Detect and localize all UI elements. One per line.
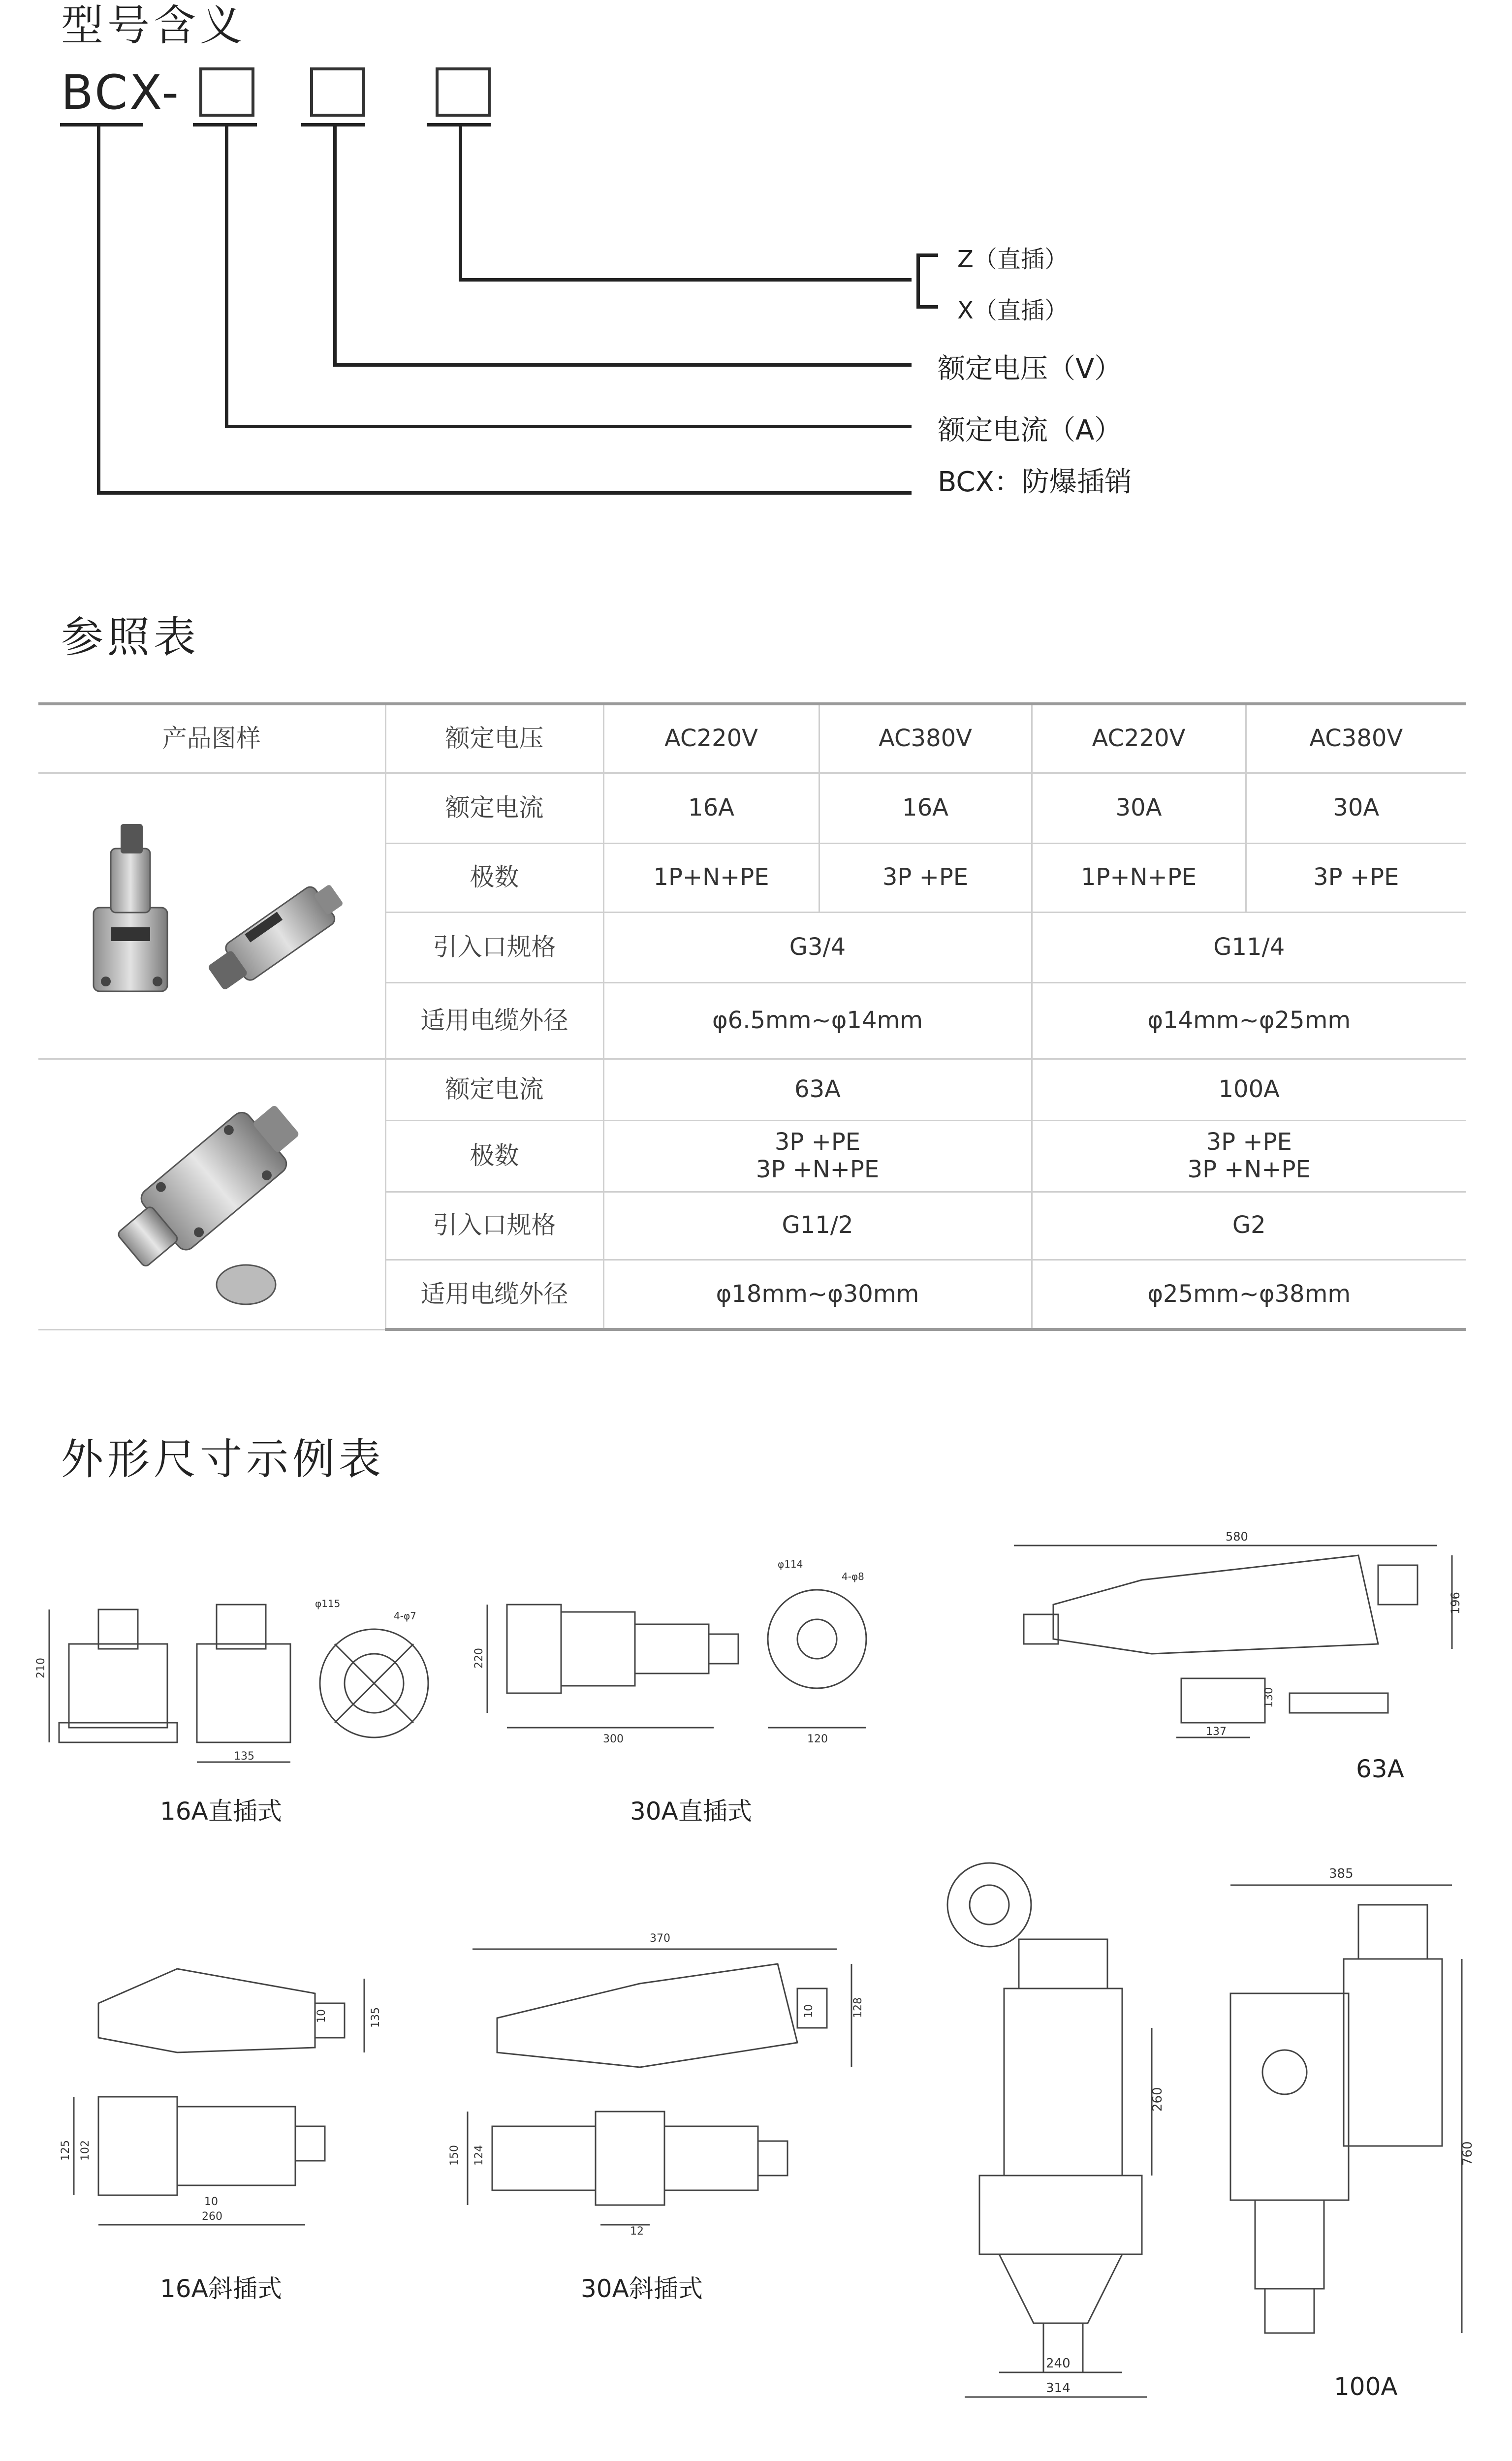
dim-a-h2: 4-φ7 xyxy=(394,1610,416,1622)
legend-current: 额定电流（A） xyxy=(938,414,1122,446)
inlet-g11-4: G11/4 xyxy=(1032,912,1466,982)
label-rated-current-1: 额定电流 xyxy=(385,773,603,843)
caption-16a-angled: 16A斜插式 xyxy=(160,2274,282,2303)
model-code-prefix: BCX- xyxy=(61,65,181,120)
leader-bcx-vertical xyxy=(97,123,100,495)
dim-f-w: 240 xyxy=(1046,2356,1071,2371)
header-voltage-3: AC220V xyxy=(1032,704,1246,773)
placeholder-box-current xyxy=(199,67,254,117)
dim-a-w: 135 xyxy=(234,1750,254,1763)
product-image-16a-30a xyxy=(38,773,385,1059)
dim-b-d: φ114 xyxy=(778,1558,803,1570)
current-16a-1: 16A xyxy=(603,773,819,843)
poles-100a-line2: 3P +N+PE xyxy=(1187,1155,1311,1183)
label-rated-current-2: 额定电流 xyxy=(385,1059,603,1120)
caption-16a-straight: 16A直插式 xyxy=(160,1797,282,1826)
label-inlet-1: 引入口规格 xyxy=(385,912,603,982)
inlet-g3-4: G3/4 xyxy=(603,912,1032,982)
label-cable-2: 适用电缆外径 xyxy=(385,1260,603,1329)
plug-illustration-1 xyxy=(64,789,359,1036)
dim-a-h: 210 xyxy=(35,1658,47,1678)
poles-3: 1P+N+PE xyxy=(1032,843,1246,912)
drawing-63a xyxy=(994,1526,1467,1742)
header-voltage-4: AC380V xyxy=(1246,704,1466,773)
drawing-30a-straight xyxy=(468,1550,881,1767)
dim-e-h: 128 xyxy=(852,1997,864,2018)
leader-voltage-horizontal xyxy=(333,363,912,367)
drawing-100a-front xyxy=(925,1851,1191,2412)
drawing-30a-angled xyxy=(443,1920,876,2244)
drawing-100a-side xyxy=(1211,1851,1486,2382)
caption-30a-angled: 30A斜插式 xyxy=(581,2274,703,2303)
legend-x: X（直插） xyxy=(957,297,1068,324)
caption-63a: 63A xyxy=(1356,1755,1404,1783)
label-poles-1: 极数 xyxy=(385,843,603,912)
dim-b-h2: 4-φ8 xyxy=(842,1571,864,1582)
placeholder-box-type xyxy=(436,67,491,117)
type-bracket-bottom xyxy=(916,305,938,309)
table-header-row xyxy=(38,704,1466,773)
dim-b-w2: 120 xyxy=(807,1733,828,1745)
leader-type-vertical xyxy=(459,123,462,282)
poles-100a-line1: 3P +PE xyxy=(1206,1128,1292,1156)
dim-e-h3: 124 xyxy=(473,2145,485,2166)
dim-c-h2: 130 xyxy=(1263,1687,1275,1708)
label-poles-2: 极数 xyxy=(385,1120,603,1192)
dim-a-d: φ115 xyxy=(315,1598,341,1609)
leader-type-horizontal xyxy=(459,278,912,282)
header-rated-voltage: 额定电压 xyxy=(385,704,603,773)
product-image-63a-100a xyxy=(38,1059,385,1329)
header-voltage-1: AC220V xyxy=(603,704,819,773)
poles-4: 3P +PE xyxy=(1246,843,1466,912)
dim-b-w: 300 xyxy=(603,1733,624,1745)
label-inlet-2: 引入口规格 xyxy=(385,1192,603,1260)
dim-f-h: 260 xyxy=(1150,2087,1165,2112)
legend-z: Z（直插） xyxy=(957,246,1068,273)
current-16a-2: 16A xyxy=(819,773,1032,843)
dim-e-a: 10 xyxy=(803,2004,815,2018)
dim-e-w2: 12 xyxy=(630,2225,644,2238)
placeholder-box-voltage xyxy=(310,67,365,117)
poles-63a-line1: 3P +PE xyxy=(774,1128,861,1156)
plug-illustration-2 xyxy=(89,1063,335,1319)
dim-e-h2: 150 xyxy=(448,2145,461,2166)
reference-table xyxy=(38,702,1466,1331)
table-row xyxy=(38,773,1466,843)
current-100a: 100A xyxy=(1032,1059,1466,1120)
inlet-g2: G2 xyxy=(1032,1192,1466,1260)
dim-d-h3: 102 xyxy=(79,2140,92,2161)
type-bracket-top xyxy=(916,253,938,257)
cable-diameter-1: φ6.5mm~φ14mm xyxy=(603,982,1032,1059)
header-product-image: 产品图样 xyxy=(38,704,385,773)
cable-diameter-3: φ18mm~φ30mm xyxy=(603,1260,1032,1329)
leader-current-vertical xyxy=(225,123,228,428)
current-30a-2: 30A xyxy=(1246,773,1466,843)
table-row xyxy=(38,1059,1466,1120)
poles-2: 3P +PE xyxy=(819,843,1032,912)
caption-30a-straight: 30A直插式 xyxy=(630,1797,752,1826)
current-30a-1: 30A xyxy=(1032,773,1246,843)
poles-63a xyxy=(603,1120,1032,1192)
dim-b-h: 220 xyxy=(473,1648,485,1669)
dim-g-h: 760 xyxy=(1460,2141,1475,2166)
header-voltage-2: AC380V xyxy=(819,704,1032,773)
dim-e-w: 370 xyxy=(650,1932,670,1945)
poles-100a xyxy=(1032,1120,1466,1192)
poles-1: 1P+N+PE xyxy=(603,843,819,912)
cable-diameter-2: φ14mm~φ25mm xyxy=(1032,982,1466,1059)
dim-g-w: 385 xyxy=(1329,1866,1354,1881)
caption-100a: 100A xyxy=(1334,2372,1398,2401)
leader-bcx-horizontal xyxy=(97,491,912,495)
current-63a: 63A xyxy=(603,1059,1032,1120)
type-bracket xyxy=(916,253,920,309)
drawing-16a-straight xyxy=(35,1575,443,1772)
label-cable-1: 适用电缆外径 xyxy=(385,982,603,1059)
cable-diameter-4: φ25mm~φ38mm xyxy=(1032,1260,1466,1329)
underline-bcx xyxy=(60,123,143,126)
reference-table-heading: 参照表 xyxy=(61,613,200,662)
dim-d-h2: 125 xyxy=(60,2140,72,2161)
model-meaning-heading: 型号含义 xyxy=(61,1,246,50)
dim-c-w2: 137 xyxy=(1206,1726,1227,1738)
dim-f-w2: 314 xyxy=(1046,2381,1071,2396)
dim-d-w: 260 xyxy=(202,2210,222,2223)
dim-c-h: 196 xyxy=(1449,1592,1462,1614)
legend-voltage: 额定电压（V） xyxy=(938,353,1122,385)
dimensions-heading: 外形尺寸示例表 xyxy=(61,1435,385,1484)
dim-d-a: 10 xyxy=(315,2009,328,2023)
dim-d-h: 135 xyxy=(370,2007,382,2028)
poles-63a-line2: 3P +N+PE xyxy=(756,1155,880,1183)
leader-current-horizontal xyxy=(225,425,912,428)
dim-d-w2: 10 xyxy=(204,2196,218,2208)
legend-bcx: BCX：防爆插销 xyxy=(938,466,1132,498)
inlet-g11-2: G11/2 xyxy=(603,1192,1032,1260)
leader-voltage-vertical xyxy=(333,123,337,367)
dim-c-w: 580 xyxy=(1226,1530,1248,1544)
drawing-16a-angled xyxy=(59,1939,404,2244)
